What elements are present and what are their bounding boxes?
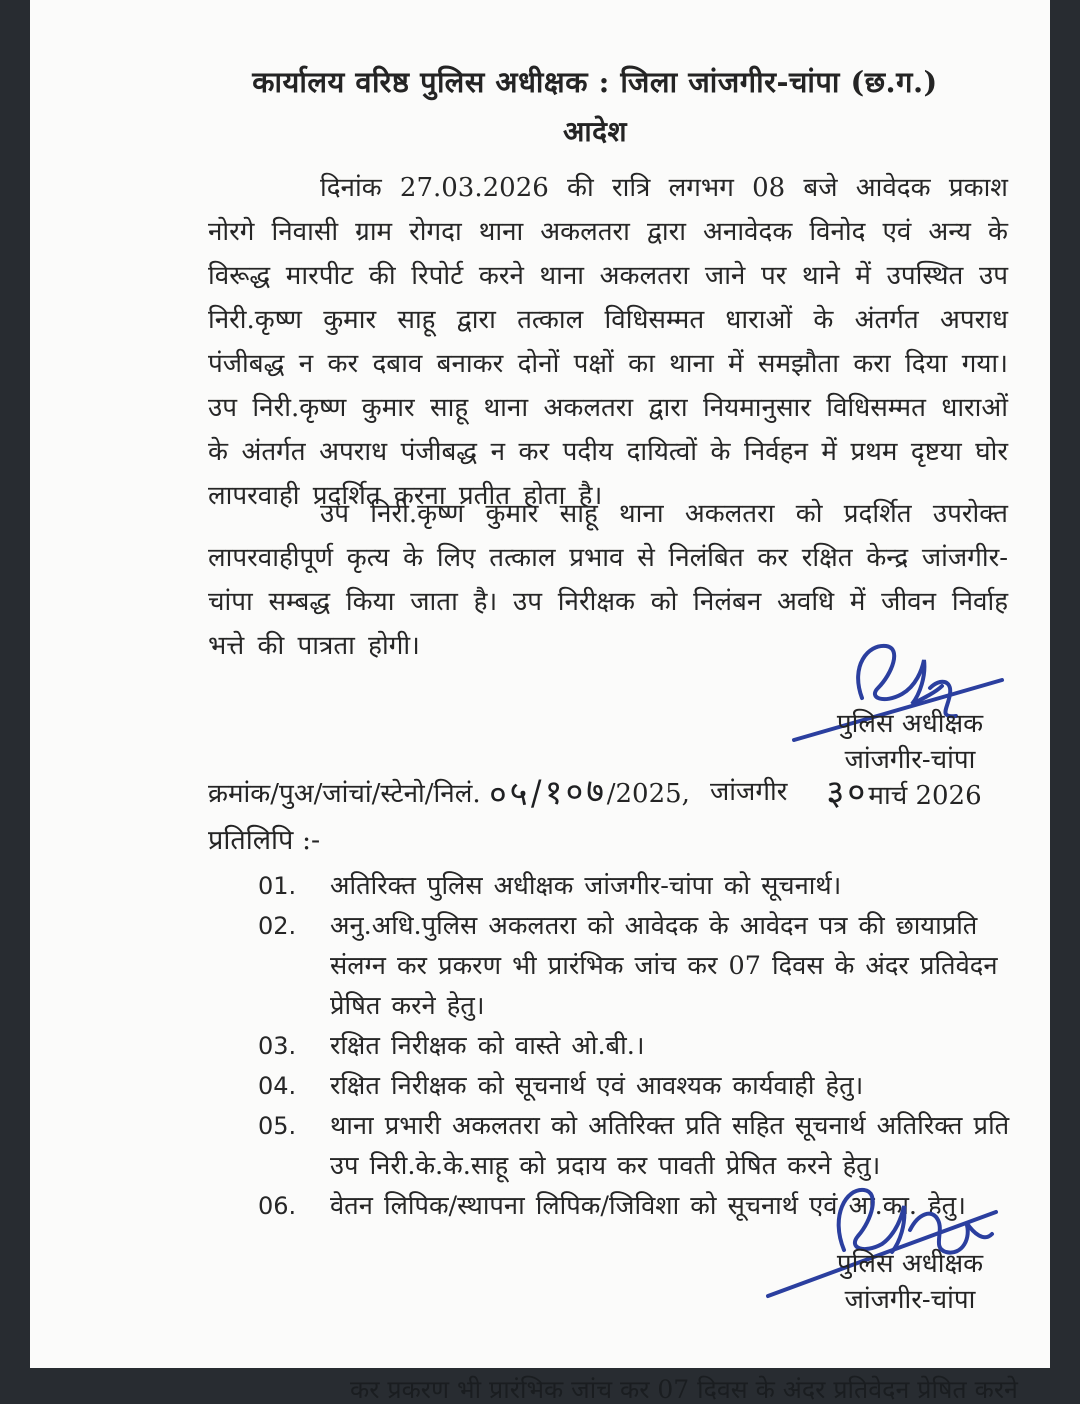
designation-bottom: पुलिस अधीक्षक [836,1249,984,1279]
order-date [826,768,982,815]
item-text: रक्षित निरीक्षक को सूचनार्थ एवं आवश्यक कार्यवाही हेतु। [330,1071,864,1101]
body-paragraph-1: दिनांक 27.03.2026 की रात्रि लगभग 08 बजे आवेदक प्रकाश नोरगे निवासी ग्राम रोगदा थाना अकलतरा द्वारा अनावेदक विनोद एवं अन्य के विरूद्ध मारपीट की रिपोर्ट करने थाना अकलतरा जाने पर थाने में उपस्थित उप निरी.कृष्ण कुमार साहू द्वारा तत्काल विधिसम्मत धाराओं के अंतर्गत अपराध पंजीबद्ध न कर दबाव बनाकर दोनों पक्षों का थाना में समझौता करा दिया गया। उप निरी.कृष्ण कुमार साहू थाना अकलतरा द्वारा नियमानुसार विधिसम्मत धाराओं के अंतर्गत अपराध पंजीबद्ध न कर पदीय दायित्वों के निर्वहन में प्रथम दृष्टया घोर लापरवाही प्रदर्शित करना प्रतीत होता है। [208,173,1008,511]
designation-top: पुलिस अधीक्षक [836,709,984,739]
item-number: 06. [258,1192,297,1220]
item-text: अनु.अधि.पुलिस अकलतरा को आवेदक के आवेदन पत्र की छायाप्रति संलग्न कर प्रकरण भी प्रारंभिक जांच कर 07 दिवस के अंदर प्रतिवेदन प्रेषित करने हेतु। [330,911,998,1021]
district-top: जांजगीर-चांपा [844,745,976,775]
order-date-handwritten: ३० [825,772,870,814]
copy-heading: प्रतिलिपि :- [208,825,321,856]
reference-number-handwritten: ०५/१०७ [488,770,608,816]
copy-list-item [258,1186,1010,1226]
reference-number-line [208,766,690,816]
copy-list-item [258,1026,1010,1066]
order-date-printed: मार्च 2026 [868,781,982,811]
reference-prefix: क्रमांक/पुअ/जांचां/स्टेनो/निलं. [208,779,481,809]
body-paragraph-2: उप निरी.कृष्ण कुमार साहू थाना अकलतरा को प्रदर्शित उपरोक्त लापरवाहीपूर्ण कृत्य के लिए तत्काल प्रभाव से निलंबित कर रक्षित केन्द्र जांजगीर-चांपा सम्बद्ध किया जाता है। उप निरीक्षक को निलंबन अवधि में जीवन निर्वाह भत्ते की पात्रता होगी। [208,499,1008,661]
copy-list-item [258,866,1010,906]
signature-block-bottom [810,1246,1010,1318]
item-text: रक्षित निरीक्षक को वास्ते ओ.बी.। [330,1031,645,1061]
copy-list [258,866,1010,1226]
copy-list-item [258,906,1010,1026]
office-header-line: कार्यालय वरिष्ठ पुलिस अधीक्षक : जिला जांजगीर-चांपा (छ.ग.) [252,65,938,99]
copy-list-item [258,1066,1010,1106]
item-number: 03. [258,1032,297,1060]
item-number: 02. [258,912,297,940]
reference-number-suffix: /2025, [606,779,690,809]
item-text: थाना प्रभारी अकलतरा को अतिरिक्त प्रति सहित सूचनार्थ अतिरिक्त प्रति उप निरी.के.के.साहू को प्रदाय कर पावती प्रेषित करने हेतु। [330,1111,1010,1181]
footer-ghost-text: कर प्रकरण भी प्रारंभिक जांच कर 07 दिवस के अंदर प्रतिवेदन प्रेषित करने [350,1375,1018,1404]
item-number: 05. [258,1112,297,1140]
item-text: अतिरिक्त पुलिस अधीक्षक जांजगीर-चांपा को सूचनार्थ। [330,871,842,901]
document-page [30,0,1050,1368]
item-text: वेतन लिपिक/स्थापना लिपिक/जिविशा को सूचनार्थ एवं आ.का. हेतु। [330,1191,966,1221]
order-title: आदेश [562,115,628,148]
district-bottom: जांजगीर-चांपा [844,1285,976,1315]
place-label: जांजगीर [710,777,788,807]
item-number: 01. [258,872,297,900]
copy-list-item [258,1106,1010,1186]
item-number: 04. [258,1072,297,1100]
